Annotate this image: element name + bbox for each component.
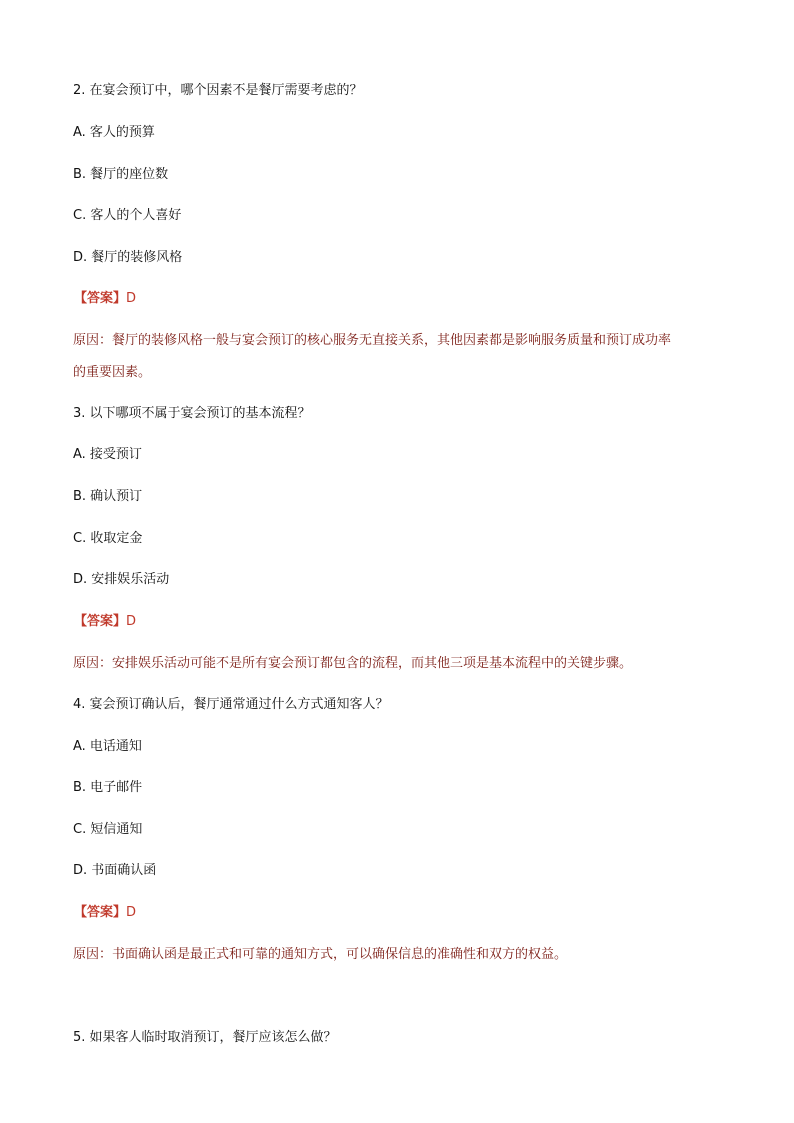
- option-b: B. 电子邮件: [73, 780, 143, 795]
- reason-text-continued: 的重要因素。: [73, 365, 152, 380]
- option-a: A. 电话通知: [73, 739, 142, 754]
- answer-line: [74, 291, 136, 307]
- answer-label: 【答案】: [74, 614, 127, 629]
- reason-text: 原因：餐厅的装修风格一般与宴会预订的核心服务无直接关系，其他因素都是影响服务质量和预订成功率: [73, 333, 672, 348]
- question-text: 4. 宴会预订确认后，餐厅通常通过什么方式通知客人？: [73, 697, 389, 712]
- question-text: 2. 在宴会预订中，哪个因素不是餐厅需要考虑的？: [73, 83, 363, 98]
- answer-line: [74, 905, 136, 921]
- reason-text: 原因：书面确认函是最正式和可靠的通知方式，可以确保信息的准确性和双方的权益。: [73, 947, 568, 962]
- answer-label: 【答案】: [74, 905, 127, 920]
- question-text: 5. 如果客人临时取消预订，餐厅应该怎么做？: [73, 1030, 337, 1045]
- answer-value: D: [126, 291, 137, 306]
- option-a: A. 客人的预算: [73, 125, 155, 140]
- option-b: B. 确认预订: [73, 489, 143, 504]
- option-d: D. 书面确认函: [73, 863, 157, 878]
- option-c: C. 客人的个人喜好: [73, 208, 182, 223]
- answer-value: D: [126, 614, 137, 629]
- option-c: C. 收取定金: [73, 531, 143, 546]
- option-c: C. 短信通知: [73, 822, 143, 837]
- option-a: A. 接受预订: [73, 447, 142, 462]
- option-d: D. 安排娱乐活动: [73, 572, 170, 587]
- answer-line: [74, 614, 136, 630]
- answer-value: D: [126, 905, 137, 920]
- question-text: 3. 以下哪项不属于宴会预订的基本流程？: [73, 406, 311, 421]
- option-d: D. 餐厅的装修风格: [73, 250, 183, 265]
- answer-label: 【答案】: [74, 291, 127, 306]
- option-b: B. 餐厅的座位数: [73, 167, 169, 182]
- reason-text: 原因：安排娱乐活动可能不是所有宴会预订都包含的流程，而其他三项是基本流程中的关键步骤。: [73, 656, 633, 671]
